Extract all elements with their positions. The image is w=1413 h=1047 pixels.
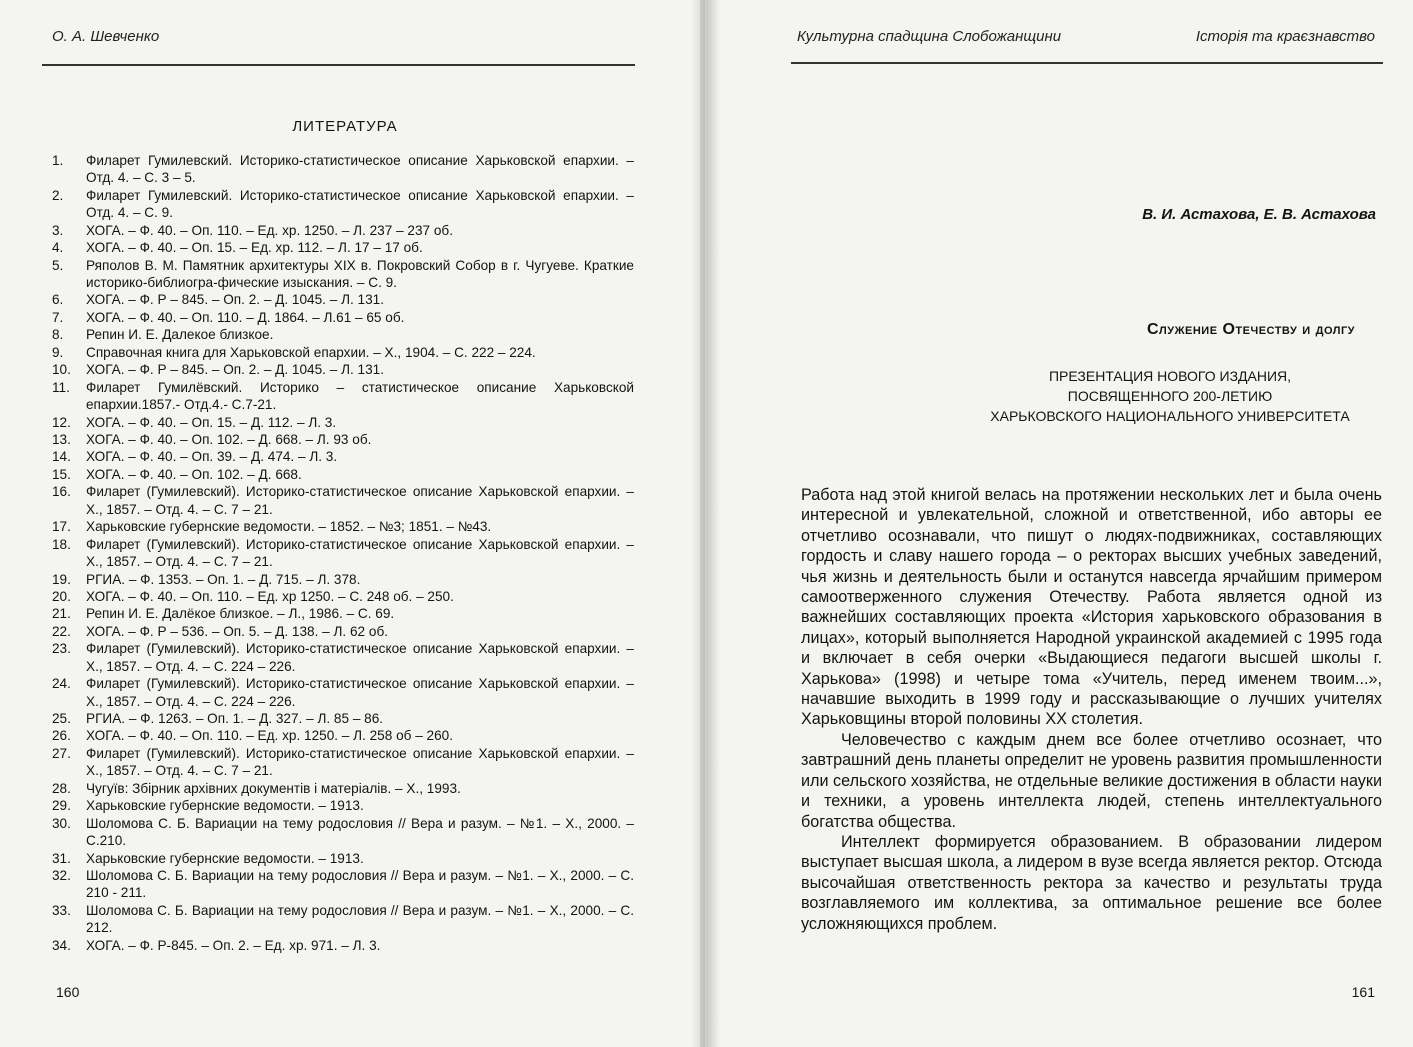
reference-text: Репин И. Е. Далекое близкое. <box>86 327 274 343</box>
reference-number: 25. <box>52 711 71 726</box>
reference-item <box>52 710 634 727</box>
reference-text: Шоломова С. Б. Вариации на тему родословия // Вера и разум. – №1. – Х., 2000. – С. 210 - 211. <box>86 867 634 901</box>
article-authors: В. И. Астахова, Е. В. Астахова <box>1142 206 1376 223</box>
running-head-left: Культурна спадщина Слобожанщини <box>797 28 1062 45</box>
reference-number: 6. <box>52 292 64 308</box>
reference-text: ХОГА. – Ф. 40. – Оп. 110. – Ед. хр. 1250. – Л. 258 об – 260. <box>86 728 453 744</box>
reference-item <box>52 797 634 814</box>
header-rule <box>42 64 635 66</box>
right-page <box>705 0 1413 1047</box>
reference-item <box>52 291 634 308</box>
reference-item <box>52 448 634 465</box>
reference-number: 17. <box>52 519 71 535</box>
reference-text: Справочная книга для Харьковской епархии. – Х., 1904. – С. 222 – 224. <box>86 344 536 360</box>
reference-text: Филарет (Гумилевский). Историко-статистическое описание Харьковской епархии. – Х., 1857. – Отд. 4. – С. 7 – 21. <box>86 536 634 570</box>
reference-text: Шоломова С. Б. Вариации на тему родословия // Вера и разум. – №1. – Х., 2000. – С. 212. <box>86 902 634 936</box>
reference-number: 14. <box>52 449 71 465</box>
body-paragraph: Работа над этой книгой велась на протяжении нескольких лет и была очень интересной и увлекательной, сложной и ответственной, ибо авторы ее отчетливо осознавали, что пишут о людях-подвижниках, составляющих гордость и славу нашего города – о ректорах высших учебных заведений, чья жизнь и деятельность были и останутся навсегда ярчайшим примером самоотверженного служения Отечеству. Работа является одной из важнейших составляющих проекта «История харьковского образования в лицах», который выполняется Народной украинской академией с 1995 года и включает в себя очерки «Выдающиеся педагоги высшей школы г. Харькова» (1998) и четыре тома «Учитель, перед именем твоим...», начавшие выходить в 1999 году и рассказывающие о лучших учителях Харьковщины второй половины XX столетия. <box>801 486 1382 729</box>
reference-item <box>52 588 634 605</box>
reference-text: ХОГА. – Ф. 40. – Оп. 15. – Ед. хр. 112. – Л. 17 – 17 об. <box>86 240 423 256</box>
running-head-author: О. А. Шевченко <box>52 28 160 45</box>
reference-number: 28. <box>52 780 71 796</box>
reference-item <box>52 222 634 239</box>
reference-text: Филарет (Гумилевский). Историко-статистическое описание Харьковской епархии. – Х., 1857. – Отд. 4. – С. 7 – 21. <box>86 484 634 517</box>
reference-text: ХОГА. – Ф. 40. – Оп. 39. – Д. 474. – Л. 3. <box>86 449 338 465</box>
section-heading: ЛИТЕРАТУРА <box>292 118 398 135</box>
reference-number: 18. <box>52 536 71 552</box>
reference-number: 22. <box>52 623 71 639</box>
reference-item <box>52 483 634 518</box>
reference-item <box>52 309 634 326</box>
header-rule-right <box>791 62 1383 64</box>
reference-item <box>52 640 634 675</box>
reference-item <box>52 152 634 187</box>
reference-number: 30. <box>52 815 71 831</box>
reference-number: 27. <box>52 745 71 761</box>
article-subtitle <box>855 366 1413 426</box>
reference-text: Филарет (Гумилевский). Историко-статистическое описание Харьковской епархии. – Х., 1857. – Отд. 4. – С. 224 – 226. <box>86 676 634 709</box>
reference-item <box>52 466 634 483</box>
reference-text: РГИА. – Ф. 1353. – Оп. 1. – Д. 715. – Л. 378. <box>86 571 361 587</box>
reference-item <box>52 675 634 710</box>
reference-number: 29. <box>52 798 71 814</box>
reference-item <box>52 623 634 640</box>
reference-item <box>52 902 634 937</box>
reference-item <box>52 518 634 535</box>
reference-text: Харьковские губернские ведомости. – 1913. <box>86 798 364 814</box>
reference-number: 7. <box>52 309 64 325</box>
reference-text: РГИА. – Ф. 1263. – Оп. 1. – Д. 327. – Л. 85 – 86. <box>86 711 384 726</box>
reference-number: 3. <box>52 222 64 238</box>
reference-number: 24. <box>52 676 71 692</box>
reference-text: Чугуїв: Збірник архівних документів і матеріалів. – Х., 1993. <box>86 780 461 796</box>
reference-text: ХОГА. – Ф. 40. – Оп. 110. – Ед. хр 1250. – С. 248 об. – 250. <box>86 588 454 604</box>
reference-text: Филарет (Гумилевский). Историко-статистическое описание Харьковской епархии. – Х., 1857. – Отд. 4. – С. 7 – 21. <box>86 745 634 779</box>
reference-number: 9. <box>52 344 64 360</box>
reference-text: ХОГА. – Ф. Р-845. – Оп. 2. – Ед. хр. 971. – Л. 3. <box>86 937 381 953</box>
reference-item <box>52 571 634 588</box>
reference-item <box>52 361 634 378</box>
page-number-left: 160 <box>56 984 80 1000</box>
reference-item <box>52 867 634 902</box>
reference-text: Филарет (Гумилевский). Историко-статистическое описание Харьковской епархии. – Х., 1857. – Отд. 4. – С. 224 – 226. <box>86 641 634 674</box>
body-paragraph: Интеллект формируется образованием. В образовании лидером выступает высшая школа, а лидером в вузе всегда является ректор. Отсюда высочайшая ответственность ректора за качество и результаты труда возглавляемого им коллектива, за оптимальное решение все более усложняющихся проблем. <box>801 832 1382 933</box>
reference-list <box>52 152 634 954</box>
reference-item <box>52 727 634 744</box>
subtitle-line: ХАРЬКОВСКОГО НАЦИОНАЛЬНОГО УНИВЕРСИТЕТА <box>990 408 1350 424</box>
reference-item <box>52 780 634 797</box>
reference-text: ХОГА. – Ф. Р – 536. – Оп. 5. – Д. 138. – Л. 62 об. <box>86 623 389 639</box>
book-gutter <box>690 0 720 1047</box>
reference-number: 23. <box>52 641 71 657</box>
running-head-right: Історія та краєзнавство <box>1195 28 1375 45</box>
reference-item <box>52 379 634 414</box>
reference-number: 2. <box>52 187 64 203</box>
reference-number: 32. <box>52 867 71 883</box>
reference-item <box>52 536 634 571</box>
page-number-right: 161 <box>1351 984 1375 1000</box>
reference-item <box>52 344 634 361</box>
reference-item <box>52 745 634 780</box>
reference-text: Филарет Гумилевский. Историко-статистическое описание Харьковской епархии. – Отд. 4. – С. 9. <box>86 187 634 221</box>
reference-text: Шоломова С. Б. Вариации на тему родословия // Вера и разум. – №1. – Х., 2000. – С.210. <box>86 815 634 849</box>
reference-number: 26. <box>52 728 71 744</box>
reference-text: ХОГА. – Ф. 40. – Оп. 102. – Д. 668. – Л. 93 об. <box>86 432 372 447</box>
reference-text: ХОГА. – Ф. Р – 845. – Оп. 2. – Д. 1045. – Л. 131. <box>86 362 384 378</box>
reference-number: 21. <box>52 606 71 622</box>
article-title: Служение Отечеству и долгу <box>1146 321 1356 338</box>
reference-number: 10. <box>52 362 71 378</box>
reference-item <box>52 257 634 292</box>
reference-item <box>52 431 634 448</box>
subtitle-line: ПОСВЯЩЕННОГО 200-ЛЕТИЮ <box>1067 388 1273 404</box>
reference-text: ХОГА. – Ф. Р – 845. – Оп. 2. – Д. 1045. – Л. 131. <box>86 292 384 308</box>
reference-number: 19. <box>52 571 71 587</box>
left-page <box>0 0 700 1047</box>
reference-number: 8. <box>52 327 64 343</box>
reference-number: 34. <box>52 937 71 953</box>
reference-number: 16. <box>52 484 71 500</box>
reference-number: 33. <box>52 902 71 918</box>
reference-item <box>52 850 634 867</box>
subtitle-line: ПРЕЗЕНТАЦИЯ НОВОГО ИЗДАНИЯ, <box>1048 368 1292 384</box>
reference-text: Репин И. Е. Далёкое близкое. – Л., 1986. – С. 69. <box>86 606 395 622</box>
reference-number: 4. <box>52 240 64 256</box>
reference-number: 1. <box>52 153 64 168</box>
reference-number: 5. <box>52 257 64 273</box>
reference-text: Харьковские губернские ведомости. – 1913. <box>86 850 364 866</box>
reference-number: 15. <box>52 466 71 482</box>
reference-number: 20. <box>52 588 71 604</box>
reference-item <box>52 414 634 431</box>
reference-text: Филарет Гумилёвский. Историко – статистическое описание Харьковской епархии.1857.- Отд.4.- С.7-21. <box>86 379 634 413</box>
reference-item <box>52 239 634 256</box>
reference-text: Харьковские губернские ведомости. – 1852. – №3; 1851. – №43. <box>86 519 492 535</box>
reference-number: 13. <box>52 432 71 447</box>
reference-text: ХОГА. – Ф. 40. – Оп. 15. – Д. 112. – Л. 3. <box>86 414 337 430</box>
reference-number: 12. <box>52 414 71 430</box>
reference-item <box>52 605 634 622</box>
reference-item <box>52 187 634 222</box>
reference-text: ХОГА. – Ф. 40. – Оп. 110. – Ед. хр. 1250. – Л. 237 – 237 об. <box>86 222 453 238</box>
article-body <box>801 485 1382 934</box>
reference-item <box>52 937 634 954</box>
reference-text: ХОГА. – Ф. 40. – Оп. 102. – Д. 668. <box>86 466 302 482</box>
reference-number: 11. <box>52 379 70 395</box>
reference-text: Ряполов В. М. Памятник архитектуры XIX в. Покровский Собор в г. Чугуеве. Краткие историко-библиогра-фические изыскания. – С. 9. <box>86 257 634 290</box>
reference-number: 31. <box>52 850 71 866</box>
reference-text: ХОГА. – Ф. 40. – Оп. 110. – Д. 1864. – Л.61 – 65 об. <box>86 309 405 325</box>
reference-text: Филарет Гумилевский. Историко-статистическое описание Харьковской епархии. – Отд. 4. – С. 3 – 5. <box>86 153 634 186</box>
body-paragraph: Человечество с каждым днем все более отчетливо осознает, что завтрашний день планеты определит не уровень развития промышленности или сельского хозяйства, не отдельные великие достижения в области науки и техники, а уровень интеллекта людей, степень интеллектуального богатства общества. <box>801 730 1382 831</box>
reference-item <box>52 326 634 343</box>
reference-item <box>52 815 634 850</box>
